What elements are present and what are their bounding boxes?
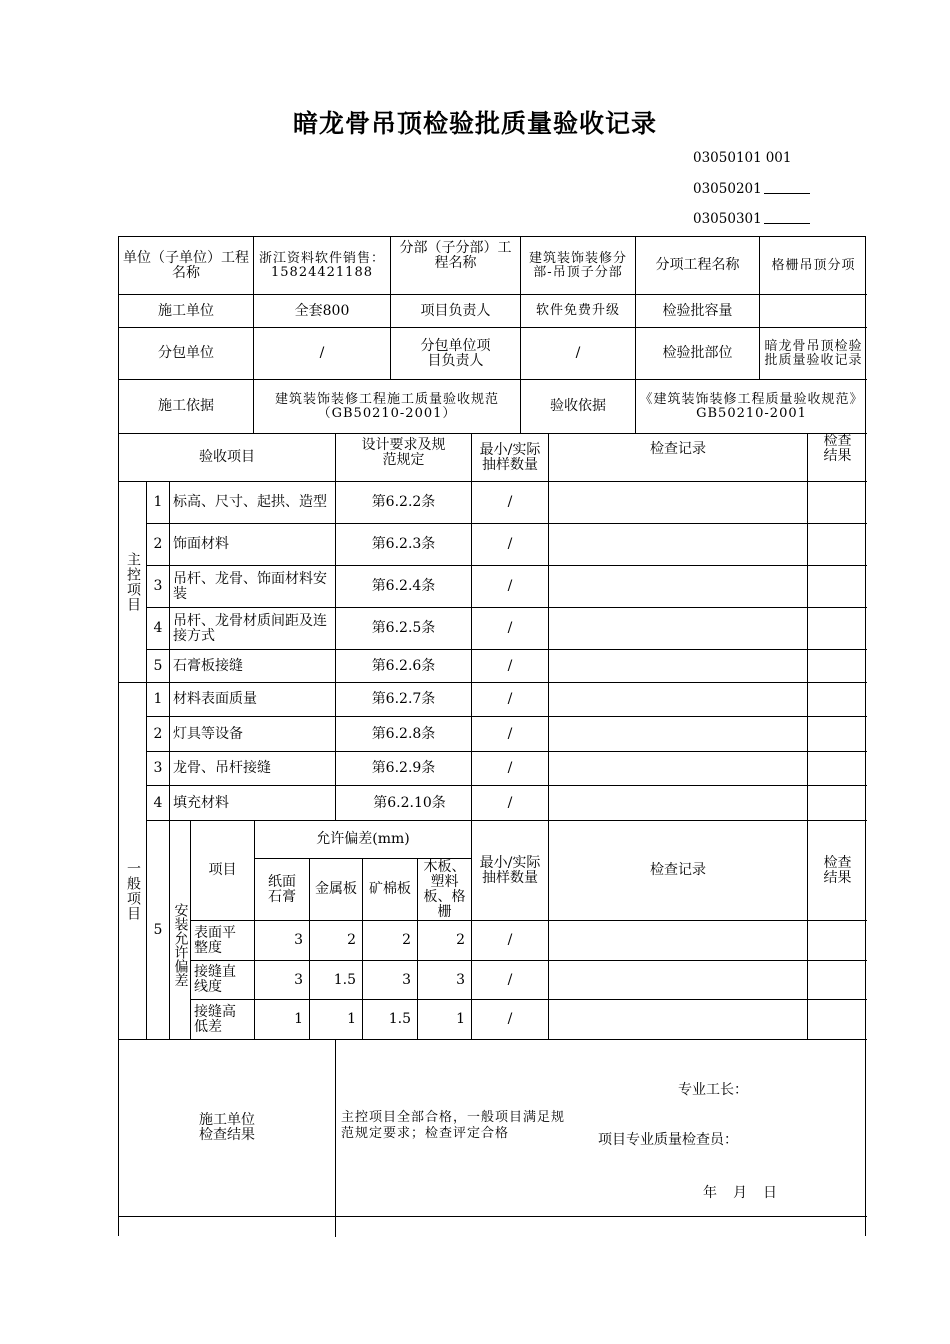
date-label: 年 月 日 xyxy=(703,1185,778,1201)
row-result[interactable] xyxy=(808,961,867,1000)
row-value: 3 xyxy=(363,961,418,1000)
foreman-label: 专业工长： xyxy=(678,1082,748,1098)
main-control-label: 主控项目 xyxy=(119,482,147,683)
capacity-value xyxy=(760,295,867,328)
pm-value: 软件免费升级 xyxy=(521,295,636,328)
deviation-record-label: 检查记录 xyxy=(549,821,808,921)
row-sample: / xyxy=(472,608,549,650)
col-sample: 最小/实际抽样数量 xyxy=(472,434,549,482)
material-3: 矿棉板 xyxy=(363,859,418,921)
row-record[interactable] xyxy=(549,786,808,821)
row-record[interactable] xyxy=(549,1000,808,1040)
row-result[interactable] xyxy=(808,566,867,608)
page-title: 暗龙骨吊顶检验批质量验收记录 xyxy=(292,109,657,138)
row-value: 1.5 xyxy=(310,961,363,1000)
row-sample: / xyxy=(472,1000,549,1040)
material-1: 纸面石膏 xyxy=(255,859,310,921)
unit-value: 浙江资料软件销售：15824421188 xyxy=(254,237,391,295)
conclusion-text: 主控项目全部合格，一般项目满足规范规定要求；检查评定合格 xyxy=(341,1110,566,1141)
item-project-label: 分项工程名称 xyxy=(636,237,760,295)
inspector-label: 项目专业质量检查员： xyxy=(598,1132,738,1148)
row-result[interactable] xyxy=(808,752,867,786)
row-clause: 第6.2.5条 xyxy=(336,608,472,650)
row-sample: / xyxy=(472,650,549,683)
row-sample: / xyxy=(472,717,549,752)
record-code-1: 03050101 001 xyxy=(693,150,792,166)
row-value: 1 xyxy=(310,1000,363,1040)
accept-basis-label: 验收依据 xyxy=(521,380,636,434)
row-value: 2 xyxy=(418,921,472,961)
row-name: 吊杆、龙骨、饰面材料安装 xyxy=(170,566,336,608)
row-name: 表面平整度 xyxy=(191,921,255,961)
row-name: 灯具等设备 xyxy=(170,717,336,752)
row-value: 1 xyxy=(255,1000,310,1040)
col-record: 检查记录 xyxy=(549,434,808,482)
row-clause: 第6.2.8条 xyxy=(336,717,472,752)
deviation-item-label: 项目 xyxy=(191,821,255,921)
item-project-value: 格栅吊顶分项 xyxy=(760,237,867,295)
general-label: 一般项目 xyxy=(119,683,147,1040)
part-value: 暗龙骨吊顶检验批质量验收记录 xyxy=(760,328,867,380)
conclusion-label: 施工单位检查结果 xyxy=(119,1040,336,1217)
row-value: 1.5 xyxy=(363,1000,418,1040)
row-sample: / xyxy=(472,961,549,1000)
row-result[interactable] xyxy=(808,786,867,821)
row-value: 3 xyxy=(255,961,310,1000)
material-4: 木板、塑料板、格栅 xyxy=(418,859,472,921)
row-name: 石膏板接缝 xyxy=(170,650,336,683)
row-result[interactable] xyxy=(808,650,867,683)
row-sample: / xyxy=(472,524,549,566)
row-sample: / xyxy=(472,786,549,821)
row-value: 2 xyxy=(310,921,363,961)
capacity-label: 检验批容量 xyxy=(636,295,760,328)
inspection-form xyxy=(118,236,866,1236)
row-record[interactable] xyxy=(549,752,808,786)
row-no: 1 xyxy=(147,482,170,524)
row-name: 吊杆、龙骨材质间距及连接方式 xyxy=(170,608,336,650)
row-sample: / xyxy=(472,482,549,524)
row-result[interactable] xyxy=(808,717,867,752)
deviation-allow-label: 允许偏差(mm) xyxy=(255,821,472,859)
subcontractor-label: 分包单位 xyxy=(119,328,254,380)
row-record[interactable] xyxy=(549,566,808,608)
sub-pm-label: 分包单位项目负责人 xyxy=(391,328,521,380)
sub-project-label: 分部（子分部）工程名称 xyxy=(391,237,521,295)
row-name: 材料表面质量 xyxy=(170,683,336,717)
row-value: 3 xyxy=(255,921,310,961)
row-result[interactable] xyxy=(808,482,867,524)
row-record[interactable] xyxy=(549,524,808,566)
row-name: 填充材料 xyxy=(170,786,336,821)
row-clause: 第6.2.4条 xyxy=(336,566,472,608)
row-no: 4 xyxy=(147,608,170,650)
row-name: 接缝直线度 xyxy=(191,961,255,1000)
deviation-sample-label: 最小/实际抽样数量 xyxy=(472,821,549,921)
row-no: 2 xyxy=(147,717,170,752)
row-result[interactable] xyxy=(808,921,867,961)
accept-basis-value: 《建筑装饰装修工程质量验收规范》GB50210-2001 xyxy=(636,380,867,434)
sub-pm-value: / xyxy=(521,328,636,380)
next-row-area xyxy=(336,1217,867,1237)
row-clause: 第6.2.2条 xyxy=(336,482,472,524)
row-result[interactable] xyxy=(808,1000,867,1040)
builder-label: 施工单位 xyxy=(119,295,254,328)
row-record[interactable] xyxy=(549,482,808,524)
row-clause: 第6.2.3条 xyxy=(336,524,472,566)
deviation-result-label: 检查结果 xyxy=(808,821,867,921)
row-value: 2 xyxy=(363,921,418,961)
row-sample: / xyxy=(472,921,549,961)
row-record[interactable] xyxy=(549,608,808,650)
row-no: 2 xyxy=(147,524,170,566)
part-label: 检验批部位 xyxy=(636,328,760,380)
material-2: 金属板 xyxy=(310,859,363,921)
row-name: 标高、尺寸、起拱、造型 xyxy=(170,482,336,524)
row-name: 饰面材料 xyxy=(170,524,336,566)
row-clause: 第6.2.7条 xyxy=(336,683,472,717)
row-no: 3 xyxy=(147,566,170,608)
record-code-3: 03050301 xyxy=(693,210,810,227)
unit-label: 单位（子单位）工程名称 xyxy=(119,237,254,295)
basis-label: 施工依据 xyxy=(119,380,254,434)
row-no: 1 xyxy=(147,683,170,717)
col-design: 设计要求及规范规定 xyxy=(336,434,472,482)
row-result[interactable] xyxy=(808,683,867,717)
row-record[interactable] xyxy=(549,961,808,1000)
col-item: 验收项目 xyxy=(119,434,336,482)
next-row-label xyxy=(119,1217,336,1237)
sub-project-value: 建筑装饰装修分部-吊顶子分部 xyxy=(521,237,636,295)
pm-label: 项目负责人 xyxy=(391,295,521,328)
row-value: 1 xyxy=(418,1000,472,1040)
row-sample: / xyxy=(472,566,549,608)
basis-value: 建筑装饰装修工程施工质量验收规范（GB50210-2001） xyxy=(254,380,521,434)
deviation-no: 5 xyxy=(147,821,170,1040)
row-clause: 第6.2.6条 xyxy=(336,650,472,683)
row-record[interactable] xyxy=(549,683,808,717)
row-no: 5 xyxy=(147,650,170,683)
row-record[interactable] xyxy=(549,650,808,683)
deviation-group-label: 安装允许偏差 xyxy=(170,821,191,1040)
row-result[interactable] xyxy=(808,524,867,566)
col-result: 检查结果 xyxy=(808,434,867,482)
row-record[interactable] xyxy=(549,921,808,961)
row-no: 4 xyxy=(147,786,170,821)
row-name: 龙骨、吊杆接缝 xyxy=(170,752,336,786)
row-no: 3 xyxy=(147,752,170,786)
row-result[interactable] xyxy=(808,608,867,650)
record-code-2: 03050201 xyxy=(693,180,810,197)
row-sample: / xyxy=(472,683,549,717)
subcontractor-value: / xyxy=(254,328,391,380)
row-clause: 第6.2.9条 xyxy=(336,752,472,786)
row-sample: / xyxy=(472,752,549,786)
row-record[interactable] xyxy=(549,717,808,752)
row-value: 3 xyxy=(418,961,472,1000)
builder-value: 全套800 xyxy=(254,295,391,328)
row-clause: 第6.2.10条 xyxy=(336,786,472,821)
row-name: 接缝高低差 xyxy=(191,1000,255,1040)
